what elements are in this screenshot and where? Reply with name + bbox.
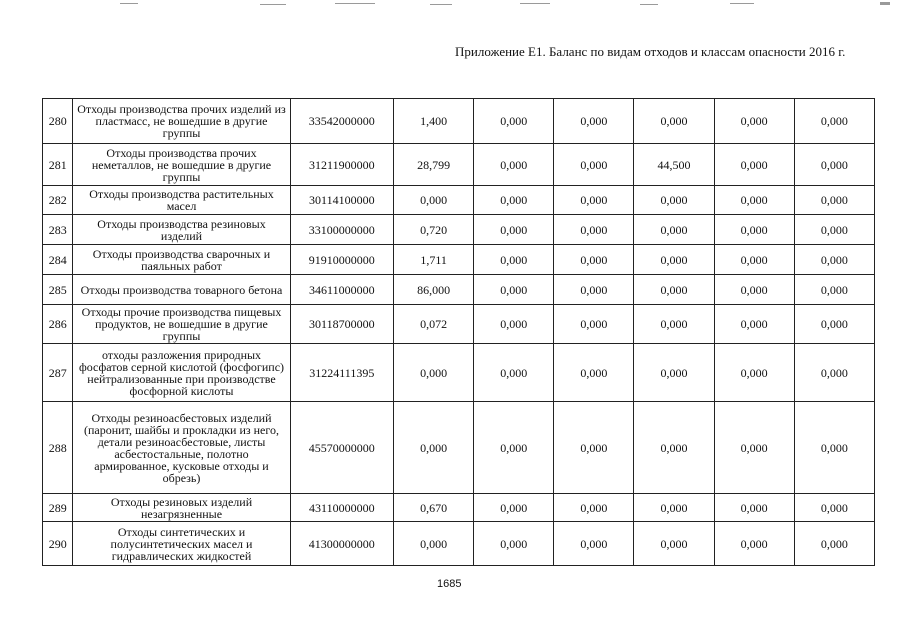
fkko-code-cell: 41300000000: [290, 522, 393, 566]
value-cell-3: 0,000: [554, 305, 634, 344]
value-cell-1: 86,000: [394, 275, 474, 305]
value-cell-2: 0,000: [474, 402, 554, 494]
waste-name-cell: Отходы производства прочих неметаллов, не вошедшие в другие группы: [73, 144, 290, 186]
waste-name-cell: Отходы производства прочих изделий из пластмасс, не вошедшие в другие группы: [73, 99, 290, 144]
waste-name-cell: Отходы прочие производства пищевых продуктов, не вошедшие в другие группы: [73, 305, 290, 344]
waste-name-cell: Отходы резиноасбестовых изделий (паронит, шайбы и прокладки из него, детали резиноасбестовые, листы асбестостальные, полотно армированное, кусковые отходы и обрезь): [73, 402, 290, 494]
value-cell-5: 0,000: [714, 186, 794, 215]
waste-name-cell: отходы разложения природных фосфатов серной кислотой (фосфогипс) нейтрализованные при производстве фосфорной кислоты: [73, 344, 290, 402]
value-cell-1: 0,000: [394, 344, 474, 402]
fkko-code-cell: 31224111395: [290, 344, 393, 402]
waste-name-cell: Отходы производства товарного бетона: [73, 275, 290, 305]
fkko-code-cell: 43110000000: [290, 494, 393, 522]
table-body: [43, 99, 875, 566]
value-cell-3: 0,000: [554, 275, 634, 305]
table-row: [43, 344, 875, 402]
value-cell-2: 0,000: [474, 99, 554, 144]
value-cell-4: 0,000: [634, 494, 714, 522]
value-cell-6: 0,000: [794, 522, 874, 566]
table-row: [43, 305, 875, 344]
value-cell-6: 0,000: [794, 144, 874, 186]
value-cell-3: 0,000: [554, 144, 634, 186]
row-number-cell: 283: [43, 215, 73, 245]
value-cell-1: 0,000: [394, 522, 474, 566]
value-cell-1: 28,799: [394, 144, 474, 186]
row-number-cell: 287: [43, 344, 73, 402]
value-cell-2: 0,000: [474, 494, 554, 522]
value-cell-4: 0,000: [634, 245, 714, 275]
value-cell-3: 0,000: [554, 522, 634, 566]
value-cell-3: 0,000: [554, 402, 634, 494]
value-cell-1: 0,000: [394, 402, 474, 494]
value-cell-4: 0,000: [634, 344, 714, 402]
fkko-code-cell: 33542000000: [290, 99, 393, 144]
table-row: [43, 215, 875, 245]
value-cell-3: 0,000: [554, 245, 634, 275]
table-row: [43, 144, 875, 186]
row-number-cell: 280: [43, 99, 73, 144]
value-cell-2: 0,000: [474, 522, 554, 566]
fkko-code-cell: 45570000000: [290, 402, 393, 494]
value-cell-4: 0,000: [634, 186, 714, 215]
value-cell-6: 0,000: [794, 402, 874, 494]
table-row: [43, 186, 875, 215]
value-cell-4: 44,500: [634, 144, 714, 186]
row-number-cell: 290: [43, 522, 73, 566]
value-cell-5: 0,000: [714, 344, 794, 402]
row-number-cell: 289: [43, 494, 73, 522]
waste-name-cell: Отходы производства резиновых изделий: [73, 215, 290, 245]
table-row: [43, 402, 875, 494]
table-row: [43, 522, 875, 566]
value-cell-2: 0,000: [474, 144, 554, 186]
value-cell-2: 0,000: [474, 215, 554, 245]
value-cell-2: 0,000: [474, 305, 554, 344]
value-cell-1: 1,400: [394, 99, 474, 144]
waste-balance-table: [42, 98, 875, 566]
waste-name-cell: Отходы резиновых изделий незагрязненные: [73, 494, 290, 522]
value-cell-4: 0,000: [634, 215, 714, 245]
fkko-code-cell: 30114100000: [290, 186, 393, 215]
row-number-cell: 288: [43, 402, 73, 494]
table-row: [43, 245, 875, 275]
value-cell-5: 0,000: [714, 305, 794, 344]
value-cell-6: 0,000: [794, 99, 874, 144]
fkko-code-cell: 91910000000: [290, 245, 393, 275]
value-cell-1: 0,000: [394, 186, 474, 215]
value-cell-6: 0,000: [794, 494, 874, 522]
page-title: Приложение Е1. Баланс по видам отходов и классам опасности 2016 г.: [455, 44, 846, 59]
fkko-code-cell: 33100000000: [290, 215, 393, 245]
value-cell-4: 0,000: [634, 275, 714, 305]
value-cell-6: 0,000: [794, 215, 874, 245]
value-cell-5: 0,000: [714, 144, 794, 186]
row-number-cell: 282: [43, 186, 73, 215]
value-cell-3: 0,000: [554, 344, 634, 402]
table-row: [43, 99, 875, 144]
fkko-code-cell: 34611000000: [290, 275, 393, 305]
value-cell-6: 0,000: [794, 186, 874, 215]
row-number-cell: 286: [43, 305, 73, 344]
value-cell-4: 0,000: [634, 99, 714, 144]
value-cell-5: 0,000: [714, 494, 794, 522]
value-cell-5: 0,000: [714, 522, 794, 566]
value-cell-5: 0,000: [714, 402, 794, 494]
page-number: 1685: [437, 578, 462, 590]
waste-name-cell: Отходы производства растительных масел: [73, 186, 290, 215]
fkko-code-cell: 30118700000: [290, 305, 393, 344]
waste-name-cell: Отходы производства сварочных и паяльных работ: [73, 245, 290, 275]
waste-name-cell: Отходы синтетических и полусинтетических масел и гидравлических жидкостей: [73, 522, 290, 566]
value-cell-4: 0,000: [634, 522, 714, 566]
value-cell-4: 0,000: [634, 402, 714, 494]
table-row: [43, 275, 875, 305]
row-number-cell: 281: [43, 144, 73, 186]
value-cell-1: 0,720: [394, 215, 474, 245]
value-cell-6: 0,000: [794, 344, 874, 402]
value-cell-5: 0,000: [714, 275, 794, 305]
scan-noise: [0, 0, 905, 14]
value-cell-3: 0,000: [554, 494, 634, 522]
value-cell-2: 0,000: [474, 275, 554, 305]
value-cell-2: 0,000: [474, 344, 554, 402]
value-cell-1: 0,670: [394, 494, 474, 522]
fkko-code-cell: 31211900000: [290, 144, 393, 186]
value-cell-5: 0,000: [714, 245, 794, 275]
value-cell-3: 0,000: [554, 99, 634, 144]
value-cell-2: 0,000: [474, 245, 554, 275]
value-cell-6: 0,000: [794, 305, 874, 344]
value-cell-6: 0,000: [794, 245, 874, 275]
row-number-cell: 284: [43, 245, 73, 275]
table-row: [43, 494, 875, 522]
row-number-cell: 285: [43, 275, 73, 305]
value-cell-2: 0,000: [474, 186, 554, 215]
value-cell-3: 0,000: [554, 215, 634, 245]
value-cell-6: 0,000: [794, 275, 874, 305]
value-cell-4: 0,000: [634, 305, 714, 344]
value-cell-5: 0,000: [714, 99, 794, 144]
value-cell-1: 0,072: [394, 305, 474, 344]
value-cell-3: 0,000: [554, 186, 634, 215]
value-cell-1: 1,711: [394, 245, 474, 275]
value-cell-5: 0,000: [714, 215, 794, 245]
